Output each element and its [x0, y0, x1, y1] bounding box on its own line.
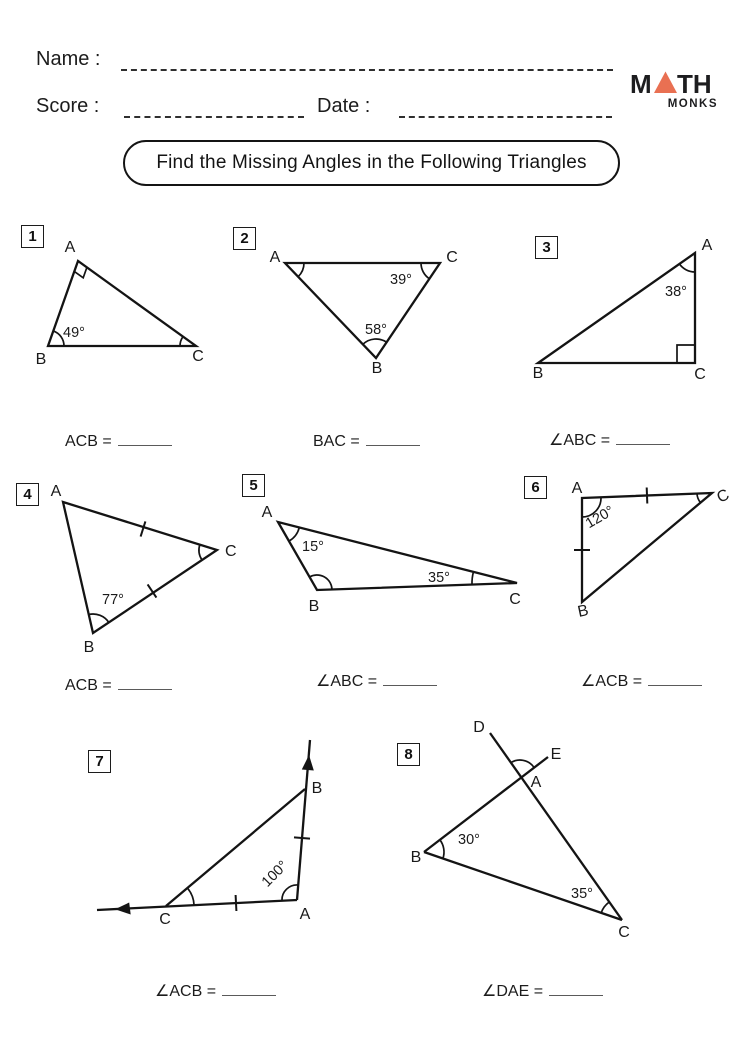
vertex-label: A — [571, 480, 583, 497]
answer-blank — [616, 431, 670, 445]
answer-label: ∠ABC = — [549, 432, 611, 449]
angle-arc — [180, 337, 183, 346]
problem-number-box: 4 — [16, 483, 39, 506]
vertex-label: B — [311, 780, 323, 797]
answer-blank — [118, 432, 172, 446]
vertex-label: B — [83, 639, 95, 656]
vertex-label: B — [35, 351, 47, 368]
answer-blank — [366, 432, 420, 446]
problem-number-box: 1 — [21, 225, 44, 248]
answer-label: ∠ABC = — [316, 673, 378, 690]
triangle-edge — [166, 789, 305, 906]
date-label: Date : — [317, 95, 371, 117]
angle-arc — [601, 902, 609, 913]
answer-blank — [383, 672, 437, 686]
triangle-figure-7 — [85, 725, 345, 940]
logo-triangle-icon — [654, 72, 677, 94]
angle-arc — [199, 545, 202, 560]
score-label: Score : — [36, 95, 100, 117]
problem-number-box: 8 — [397, 743, 420, 766]
answer-row — [581, 671, 702, 691]
answer-label: ∠DAE = — [482, 983, 544, 1000]
logo — [630, 66, 720, 112]
vertex-label: E — [550, 746, 562, 763]
tick-mark — [294, 837, 310, 838]
answer-blank — [549, 982, 603, 996]
angle-arc — [697, 494, 701, 503]
vertex-label: A — [64, 239, 76, 256]
triangle-figure-2 — [265, 245, 465, 385]
logo-math-th: TH — [677, 69, 712, 99]
vertex-label: C — [192, 348, 204, 365]
vertex-label: B — [576, 602, 591, 621]
angle-value: 49° — [63, 325, 85, 341]
vertex-label: D — [473, 719, 485, 736]
angle-value: 35° — [571, 886, 593, 902]
angle-arc — [298, 263, 304, 277]
answer-blank — [648, 672, 702, 686]
angle-value: 35° — [428, 570, 450, 586]
ray-arrow-icon — [115, 903, 131, 915]
triangle-figure-1 — [20, 230, 220, 380]
tick-mark — [236, 895, 237, 911]
worksheet-title: Find the Missing Angles in the Following Triangles — [123, 140, 620, 186]
angle-arc — [187, 888, 194, 905]
vertex-label: C — [509, 591, 521, 608]
angle-arc — [421, 263, 429, 279]
vertex-label: A — [269, 249, 281, 266]
triangle-figure-3 — [520, 235, 720, 385]
triangle-outline — [538, 253, 695, 363]
angle-value: 77° — [102, 592, 124, 608]
vertex-label: C — [694, 366, 706, 383]
triangle-figure-8 — [395, 715, 645, 945]
angle-arc — [440, 840, 444, 859]
angle-arc — [289, 527, 299, 541]
problem-number-box: 3 — [535, 236, 558, 259]
right-angle-mark — [677, 345, 695, 363]
angle-arc — [282, 885, 298, 901]
logo-math-m: M — [630, 69, 652, 99]
problem-number-box: 7 — [88, 750, 111, 773]
answer-label: ACB = — [65, 433, 112, 450]
vertex-label: B — [410, 849, 422, 866]
answer-row — [313, 432, 420, 451]
line-e-b — [424, 757, 548, 852]
vertex-label: A — [261, 504, 273, 521]
angle-value: 38° — [665, 284, 687, 300]
angle-arc — [363, 339, 387, 344]
problem-number-box: 6 — [524, 476, 547, 499]
tick-mark — [647, 488, 648, 504]
answer-blank — [222, 982, 276, 996]
logo-monks: MONKS — [667, 98, 718, 110]
angle-arc — [679, 264, 695, 272]
answer-label: ACB = — [65, 677, 112, 694]
triangle-outline — [278, 522, 517, 590]
answer-label: ∠ACB = — [581, 673, 643, 690]
name-label: Name : — [36, 48, 101, 70]
angle-value: 58° — [365, 322, 387, 338]
angle-value: 39° — [390, 272, 412, 288]
vertex-label: B — [532, 365, 544, 382]
triangle-figure-6 — [540, 480, 740, 630]
angle-arc — [89, 614, 109, 622]
vertex-label: B — [308, 598, 320, 615]
problem-number-box: 2 — [233, 227, 256, 250]
score-line — [124, 98, 304, 118]
vertex-label: C — [446, 249, 458, 266]
answer-row — [316, 671, 437, 691]
triangle-figure-5 — [255, 490, 535, 625]
answer-label: BAC = — [313, 433, 360, 450]
answer-row — [549, 430, 670, 450]
angle-value: 30° — [458, 832, 480, 848]
vertex-label: B — [371, 360, 383, 377]
answer-row — [482, 981, 603, 1001]
answer-row — [65, 432, 172, 451]
answer-blank — [118, 676, 172, 690]
vertex-label: A — [701, 237, 713, 254]
problem-number-box: 5 — [242, 474, 265, 497]
answer-label: ∠ACB = — [155, 983, 217, 1000]
angle-value: 120° — [583, 503, 617, 532]
angle-arc — [472, 572, 473, 585]
triangle-figure-4 — [10, 470, 240, 670]
vertex-label: C — [159, 911, 171, 928]
angle-value: 100° — [258, 857, 292, 891]
vertex-label: A — [299, 906, 311, 923]
vertex-label: A — [50, 483, 62, 500]
answer-row — [155, 981, 276, 1001]
vertex-label: C — [225, 543, 237, 560]
angle-value: 15° — [302, 539, 324, 555]
date-line — [399, 98, 612, 118]
triangle-outline — [63, 502, 217, 633]
tick-mark — [141, 521, 146, 536]
vertex-label: C — [618, 924, 630, 941]
name-line — [121, 51, 613, 71]
vertex-label: C — [714, 486, 733, 507]
vertex-label: A — [530, 774, 542, 791]
answer-row — [65, 676, 172, 695]
